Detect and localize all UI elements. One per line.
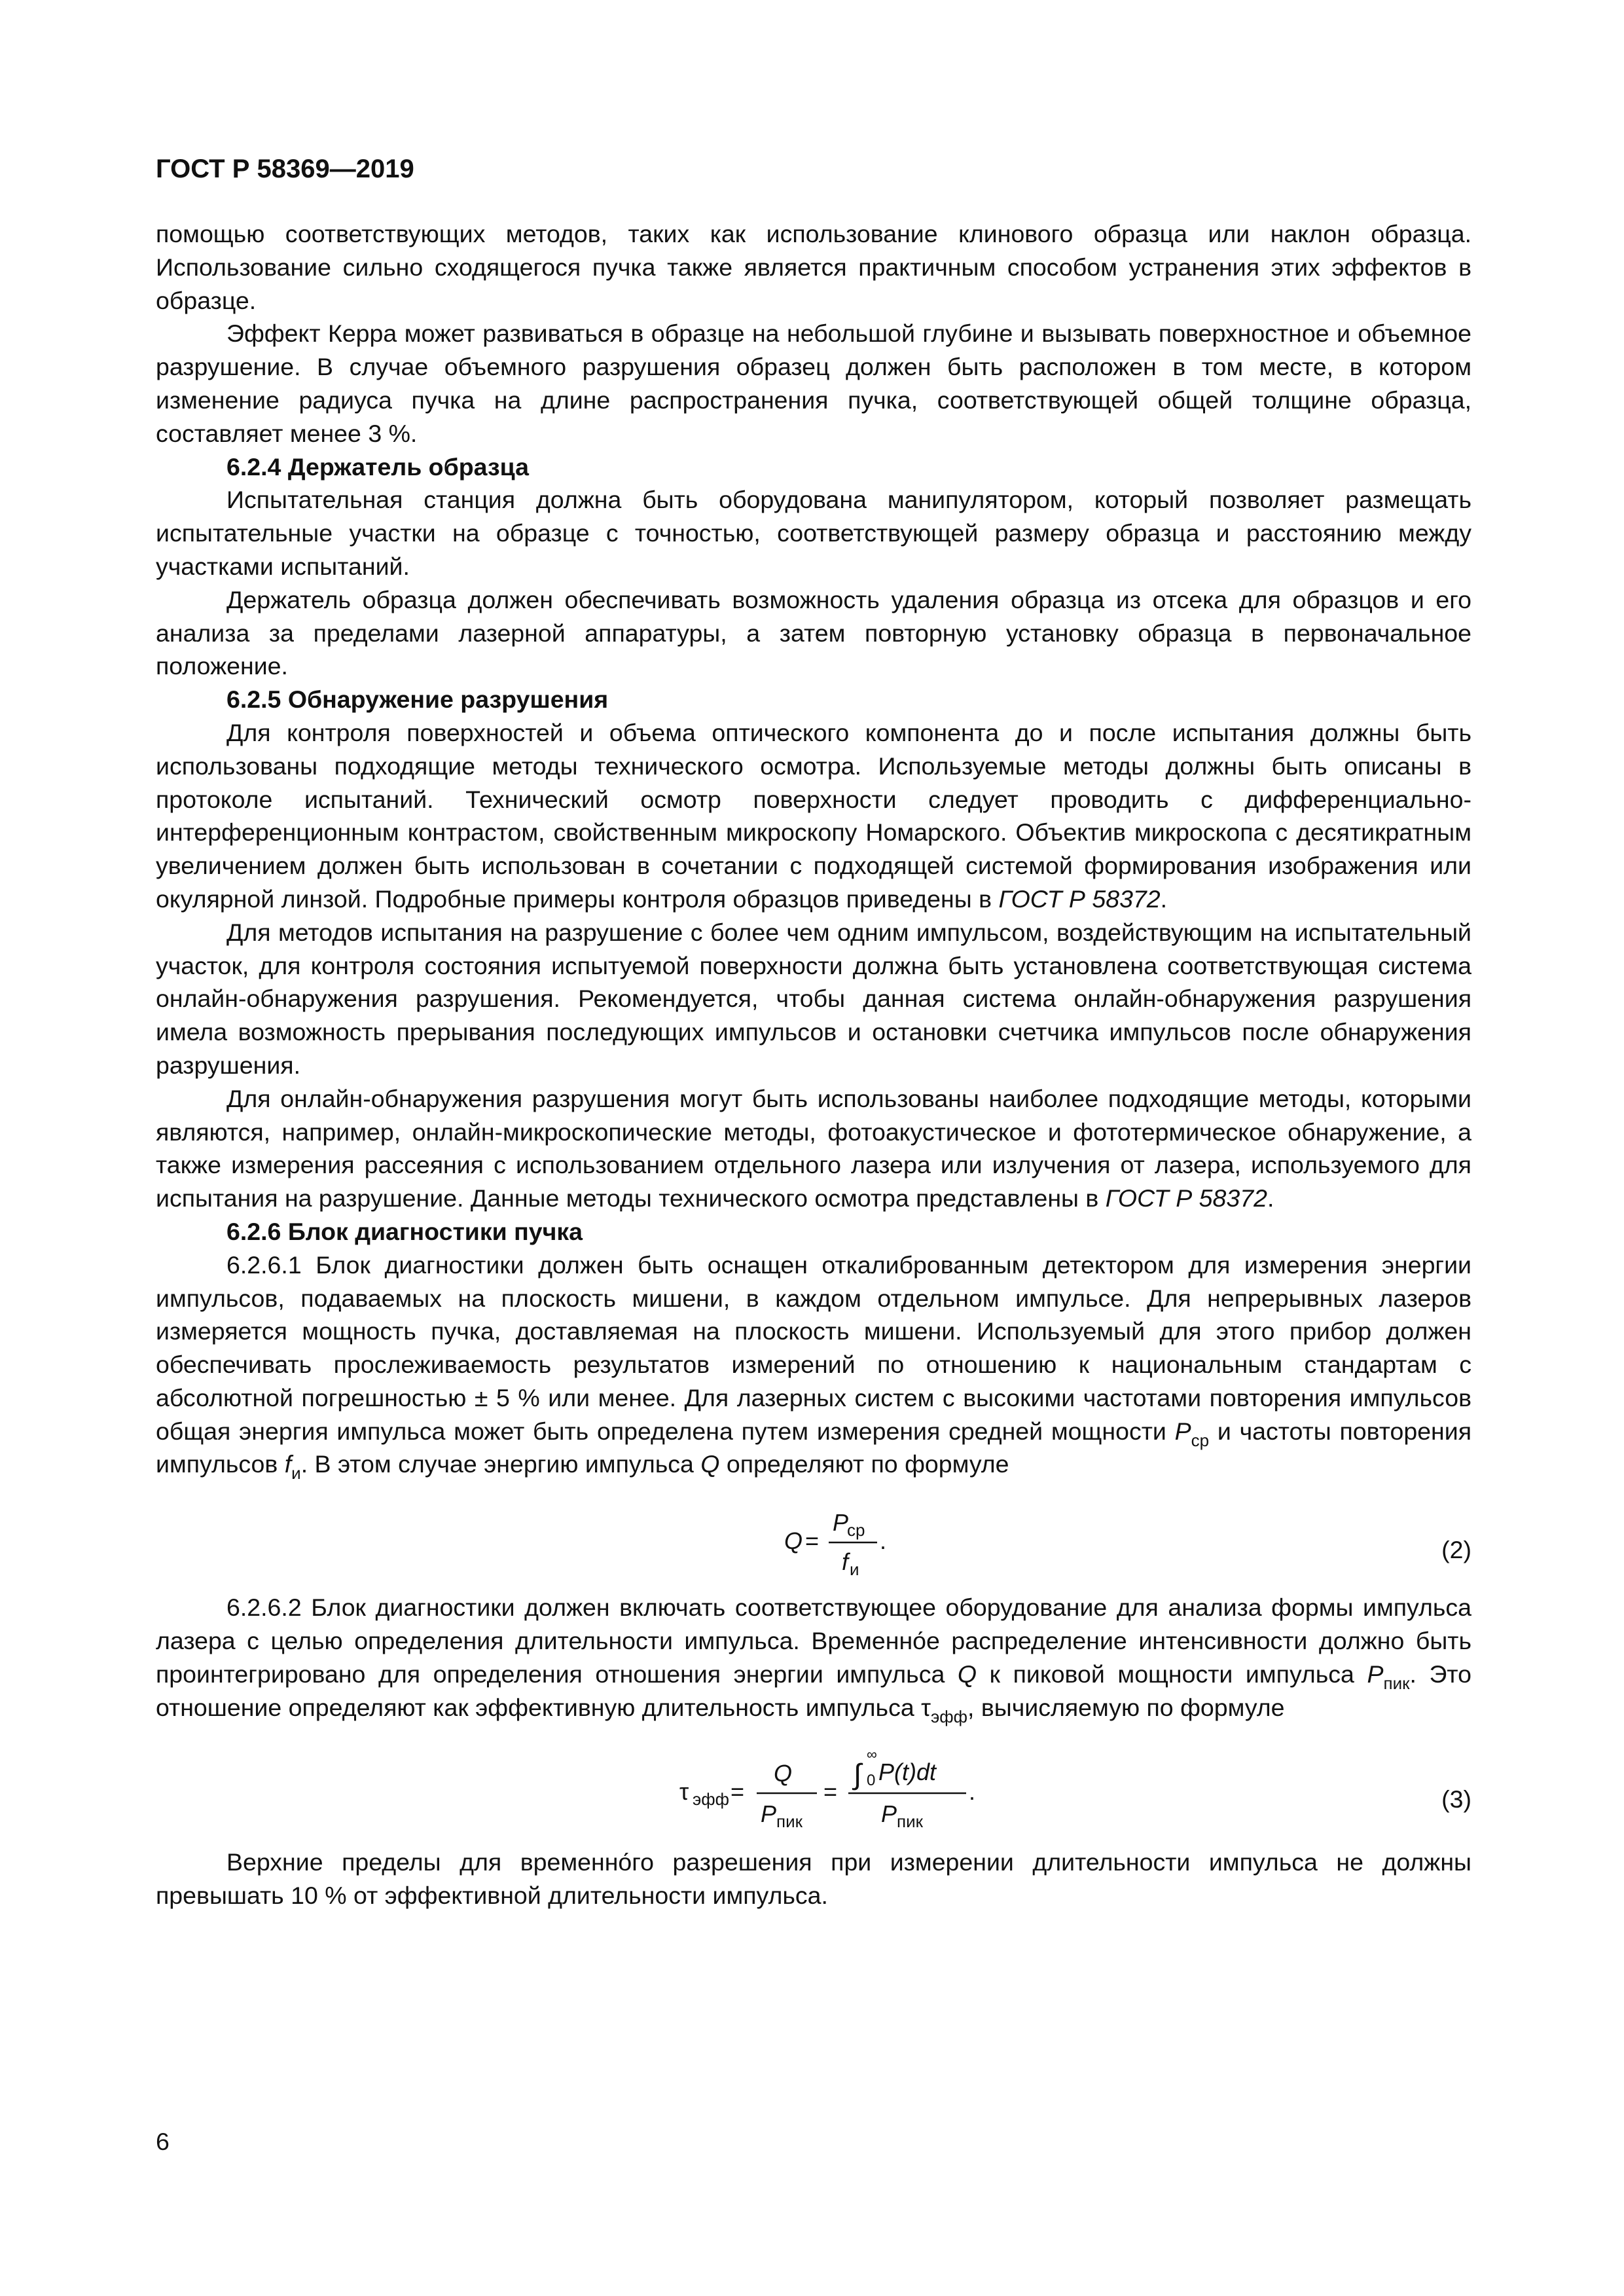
symbol-f: f [284,1450,292,1478]
page-number: 6 [156,2128,170,2155]
symbol-subscript: пик [1383,1673,1410,1693]
symbol-q: Q [957,1660,977,1688]
symbol-p: P [1174,1417,1191,1445]
section-heading-6-2-5: 6.2.5 Обнаружение разрушения [226,685,609,714]
paragraph-text: , вычисляемую по формуле [967,1693,1285,1721]
formula-3-integral-upper: ∞ [867,1746,877,1763]
paragraph-text: Для контроля поверхностей и объема оптического компонента до и после испытания должны быть использованы подходящие методы технического осмотра. Используемые методы должны быть описаны в протоколе испытаний. Технический осмотр поверхности следует проводить с дифференциально-интерференционным контрастом, свойственным микроскопу Номарского. Объектив микроскопа с десятикратным увеличением должен быть использован в сочетании с подходящей системой формирования изображения или окулярной линзой. Подробные примеры контроля образцов приведены в [156,718,1471,913]
paragraph: Держатель образца должен обеспечивать возможность удаления образца из отсека для образцов и его анализа за пределами лазерной аппаратуры, а затем повторную установку образца в первоначальное положение. [156,585,1471,680]
paragraph-text: . В этом случае энергию импульса [300,1450,694,1478]
paragraph: Для методов испытания на разрушение с более чем одним импульсом, воздействующим на испытательный участок, для контроля состояния испытуемой поверхности должна быть установлена соответствующая система онлайн-обнаружения разрушения. Рекомендуется, чтобы данная система онлайн-обнаружения разрушения имела возможность прерывания последующих импульсов и остановки счетчика импульсов после обнаружения разрушения. [156,918,1471,1079]
equation-number-2: (2) [1441,1536,1471,1564]
formula-2-end: . [880,1527,887,1555]
section-heading-6-2-4: 6.2.4 Держатель образца [226,452,529,481]
punctuation: . [1160,884,1168,913]
paragraph: Верхние пределы для временно́го разрешения при измерении длительности импульса не должны превышать 10 % от эффективной длительности импульса. [156,1848,1471,1910]
equation-number-3: (3) [1441,1785,1471,1813]
formula-3-denominator-2: P [881,1800,897,1828]
formula-2-denominator-subscript: и [850,1559,859,1580]
paragraph-text: . Это отношение определяют как эффективную длительность импульса [156,1660,1472,1721]
paragraph: Испытательная станция должна быть оборудована манипулятором, который позволяет размещать испытательные участки на образце с точностью, соответствующей размеру образца и расстоянию между участками испытаний. [156,486,1471,580]
formula-3-lhs: τ [679,1778,689,1806]
formula-2-graphic [156,1486,1471,1586]
paragraph-text: определяют по формуле [726,1450,1009,1478]
document-header: ГОСТ Р 58369—2019 [156,155,414,183]
formula-2-lhs: Q [784,1527,803,1555]
formula-3-equals-2: = [823,1778,838,1806]
paragraph [156,1591,1471,1724]
formula-3-denominator-1: P [761,1800,777,1828]
punctuation: . [1267,1184,1274,1212]
symbol-subscript: эфф [930,1706,967,1726]
paragraph [156,1248,1471,1482]
paragraph [156,716,1471,916]
symbol-p: P [1367,1660,1384,1688]
paragraph-text: Для онлайн-обнаружения разрушения могут быть использованы наиболее подходящие методы, которыми являются, например, онлайн-микроскопические методы, фотоакустическое и фототермическое обнаружение, а также измерения рассеяния с использованием отдельного лазера или излучения от лазера, используемого для испытания на разрушение. Данные методы технического осмотра представлены в [156,1084,1471,1212]
paragraph: Эффект Керра может развиваться в образце на небольшой глубине и вызывать поверхностное и объемное разрушение. В случае объемного разрушения образец должен быть расположен в том месте, в котором изменение радиуса пучка на длине распространения пучка, соответствующей общей толщине образца, составляет менее 3 %. [156,319,1471,447]
document-body [156,217,1471,1912]
formula-3-denominator-2-subscript: пик [897,1812,923,1832]
symbol-subscript: и [291,1463,301,1484]
formula-3-end: . [969,1778,976,1806]
paragraph: помощью соответствующих методов, таких как использование клинового образца или наклон образца. Использование сильно сходящегося пучка также является практичным способом устранения этих эффектов в образце. [156,220,1471,314]
document-page [156,131,1471,1912]
formula-3-lhs-subscript: эфф [693,1789,730,1810]
formula-3-integral-sign: ∫ [854,1758,862,1791]
formula-3-numerator-1: Q [774,1760,793,1787]
formula-3 [156,1729,1471,1840]
formula-3-equals: = [731,1778,745,1806]
paragraph-text: 6.2.6.1 Блок диагностики должен быть оснащен откалиброванным детектором для измерения энергии импульсов, подаваемых на плоскость мишени, в каждом отдельном импульсе. Для непрерывных лазеров измеряется мощность пучка, доставляемая на плоскость мишени. Используемый для этого прибор должен обеспечивать прослеживаемость результатов измерений по отношению к национальным стандартам с абсолютной погрешностью ± 5 % или менее. Для лазерных систем с высокими частотами повторения импульсов общая энергия импульса может быть определена путем измерения средней мощности [156,1250,1471,1445]
formula-3-graphic [156,1729,1471,1840]
formula-3-integrand: P(t)dt [878,1758,937,1786]
symbol-tau: τ [921,1693,931,1721]
paragraph [156,1082,1471,1215]
section-heading-6-2-6: 6.2.6 Блок диагностики пучка [226,1217,583,1245]
formula-2-numerator: P [833,1509,849,1537]
formula-3-integral-lower: 0 [867,1772,876,1790]
formula-3-denominator-1-subscript: пик [776,1812,803,1832]
standard-reference: ГОСТ Р 58372 [1105,1184,1267,1212]
formula-2-denominator: f [842,1548,849,1576]
formula-2-equals: = [805,1527,820,1555]
formula-2 [156,1486,1471,1586]
symbol-subscript: ср [1191,1430,1210,1450]
standard-reference: ГОСТ Р 58372 [998,884,1161,913]
paragraph-text: и частоты повторения импульсов [156,1417,1472,1478]
paragraph-text: 6.2.6.2 Блок диагностики должен включать соответствующее оборудование для анализа формы импульса лазера с целью определения длительности импульса. Временно́е распределение интенсивности должно быть проинтегрировано для определения отношения энергии импульса [156,1594,1471,1688]
paragraph-text: к пиковой мощности импульса [989,1660,1354,1688]
symbol-q: Q [700,1450,720,1478]
formula-2-numerator-subscript: ср [847,1520,865,1540]
